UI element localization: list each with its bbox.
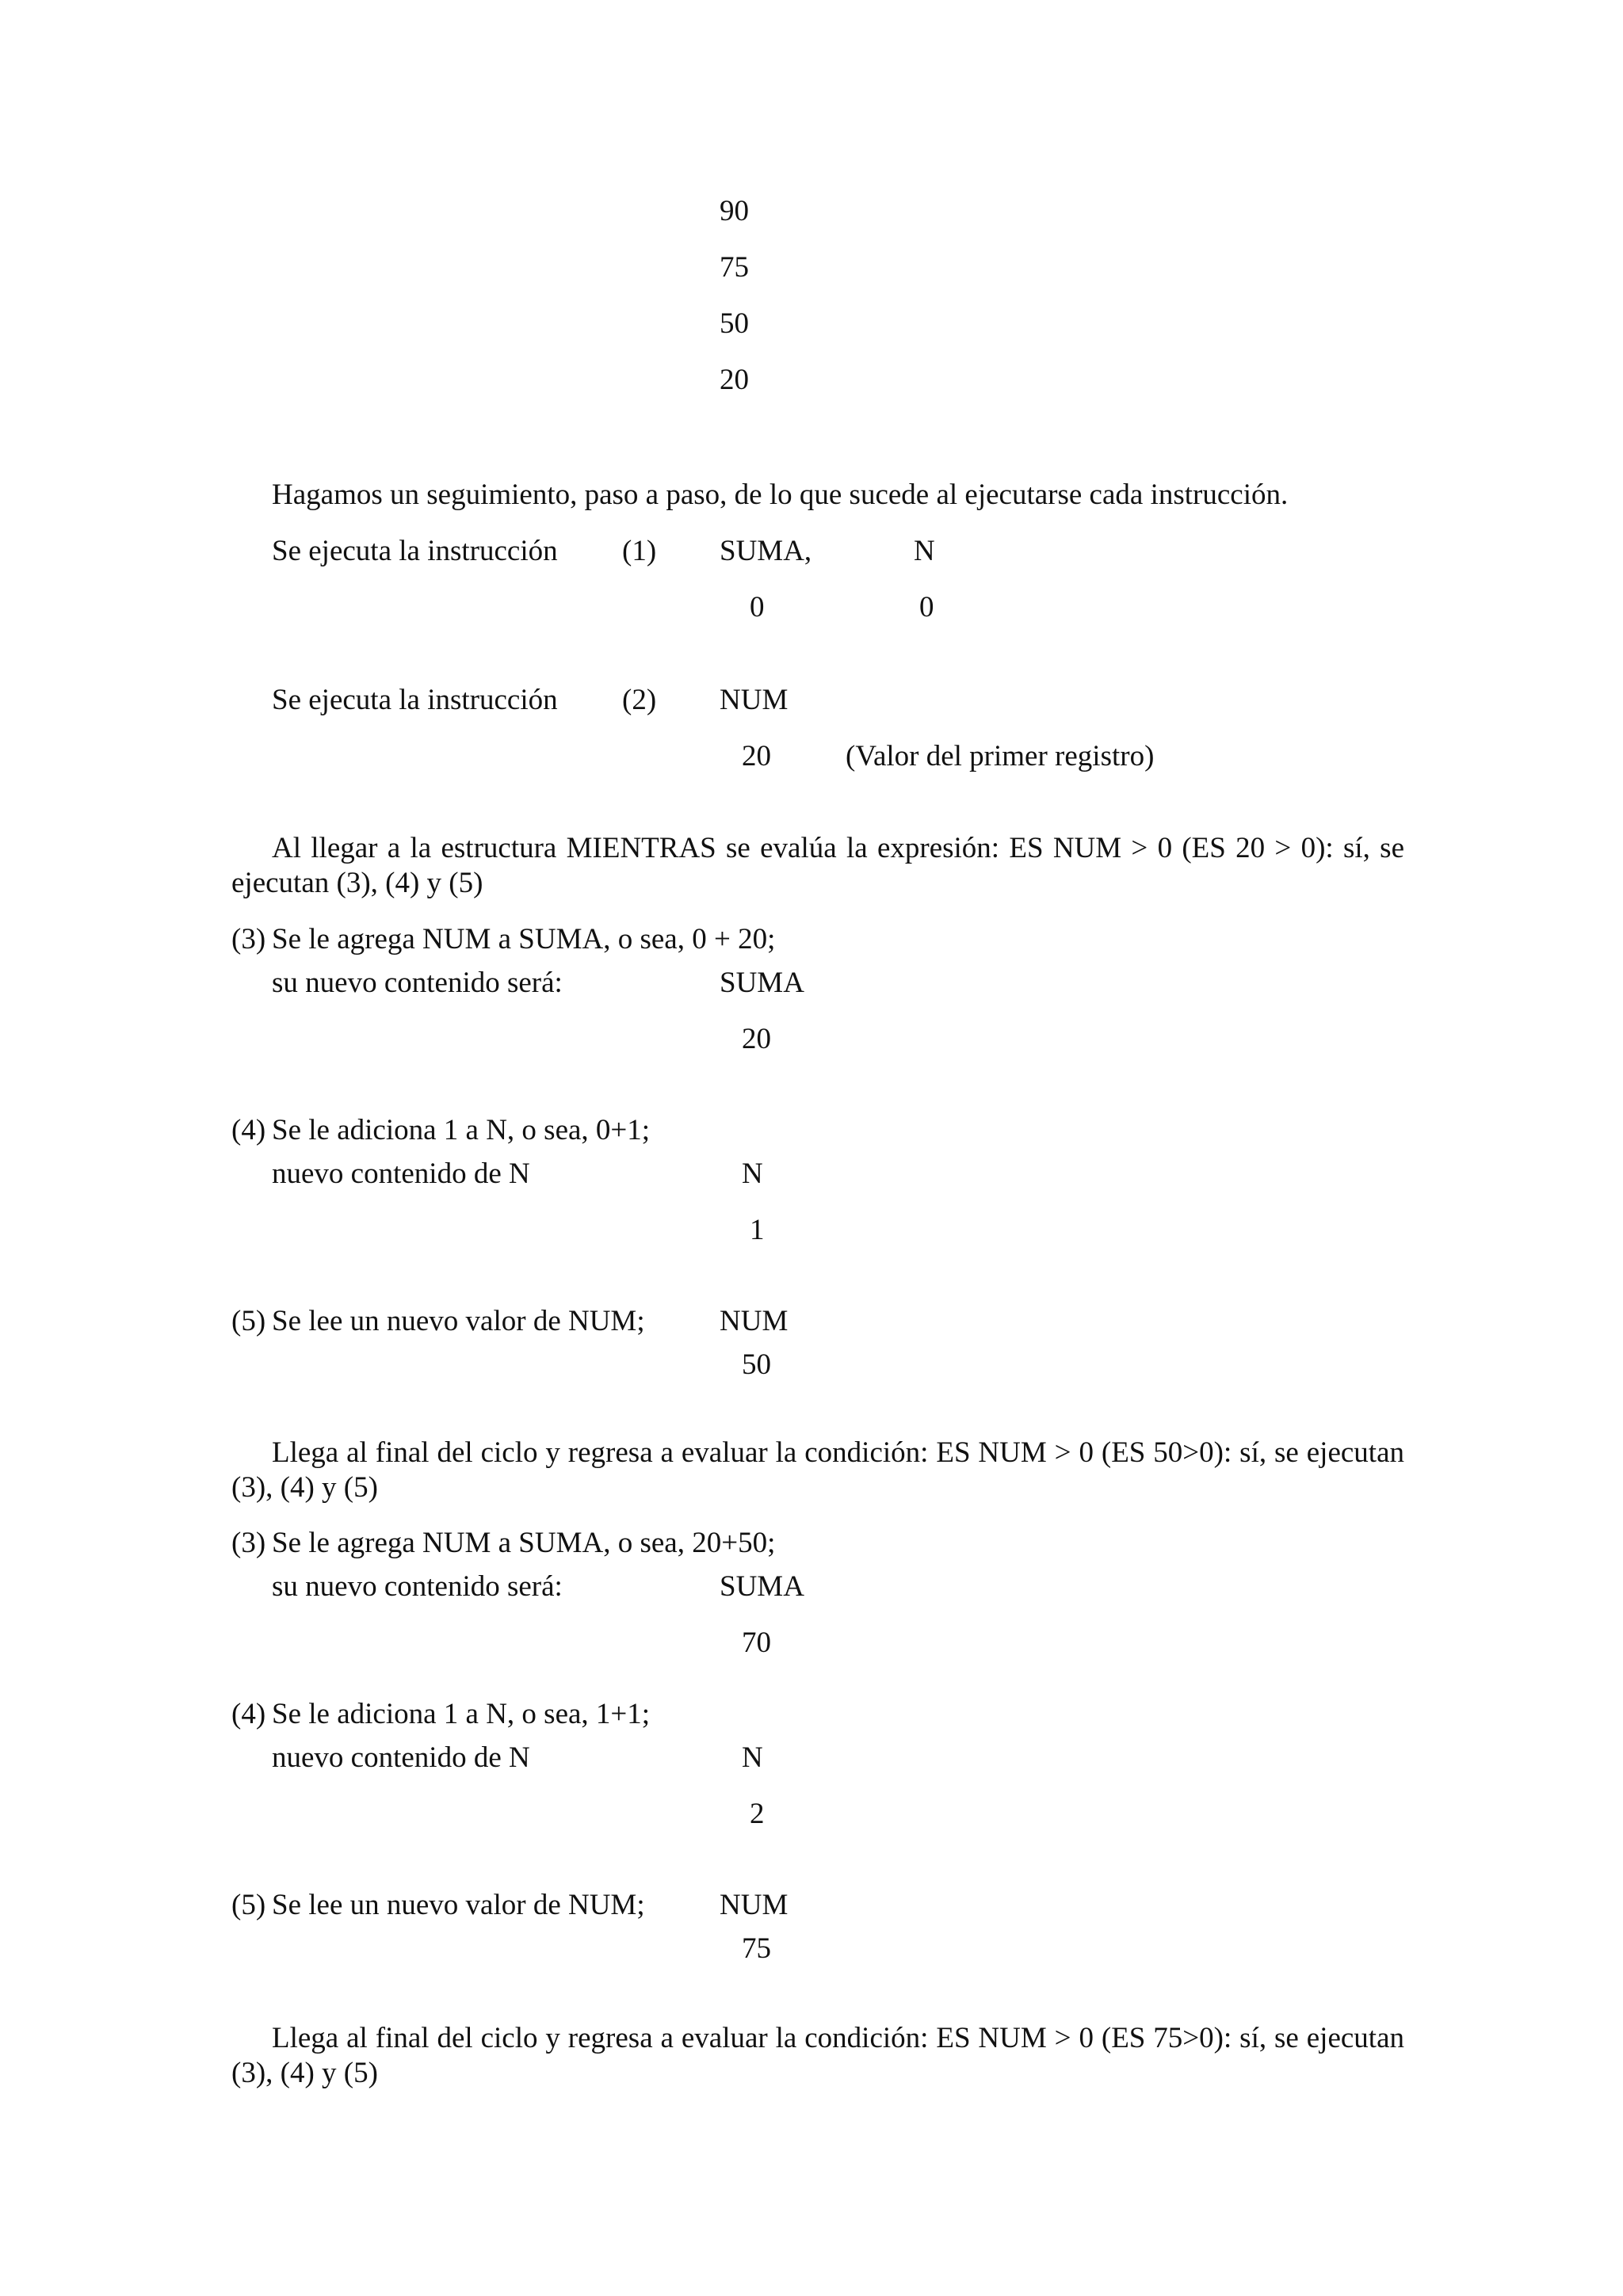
iter2-step4-var: N — [742, 1741, 763, 1774]
iter1-step4-text: Se le adiciona 1 a N, o sea, 0+1; — [272, 1114, 651, 1146]
iter1-step3-val: 20 — [742, 1023, 771, 1055]
iter1-step4-subtext: nuevo contenido de N — [272, 1158, 530, 1190]
header-value: 50 — [720, 307, 749, 340]
step2-val-num: 20 — [742, 740, 771, 772]
step2-number: (2) — [622, 684, 657, 716]
iter1-step3-number: (3) — [231, 923, 266, 955]
iter1-step5-number: (5) — [231, 1305, 266, 1337]
iter2-step4-text: Se le adiciona 1 a N, o sea, 1+1; — [272, 1698, 651, 1730]
step2-label: Se ejecuta la instrucción — [272, 684, 558, 716]
iter2-step4-val: 2 — [750, 1798, 765, 1830]
iter1-step4-val: 1 — [750, 1214, 765, 1246]
iter1-step3-var: SUMA — [720, 967, 804, 999]
step1-val-suma: 0 — [750, 591, 765, 624]
iter2-step3-val: 70 — [742, 1627, 771, 1659]
iter2-step5-number: (5) — [231, 1889, 266, 1921]
header-value: 20 — [720, 364, 749, 396]
iter1-step5-var: NUM — [720, 1305, 789, 1337]
mientras-paragraph — [231, 831, 1404, 901]
iter2-step5-val: 75 — [742, 1932, 771, 1965]
iter2-step4-number: (4) — [231, 1698, 266, 1730]
header-value: 75 — [720, 251, 749, 284]
loop-paragraph-2 — [231, 2021, 1404, 2091]
iter2-step3-subtext: su nuevo contenido será: — [272, 1570, 563, 1603]
iter2-step4-subtext: nuevo contenido de N — [272, 1741, 530, 1774]
mientras-text: Al llegar a la estructura MIENTRAS se evalúa la expresión: ES NUM > 0 (ES 20 > 0): sí, se ejecutan (3), (4) y (5) — [231, 832, 1404, 899]
iter1-step5-val: 50 — [742, 1348, 771, 1381]
iter2-step5-var: NUM — [720, 1889, 789, 1921]
loop-text-2: Llega al final del ciclo y regresa a evaluar la condición: ES NUM > 0 (ES 75>0): sí, se ejecutan (3), (4) y (5) — [231, 2022, 1404, 2089]
iter1-step4-number: (4) — [231, 1114, 266, 1146]
step2-note: (Valor del primer registro) — [846, 740, 1155, 772]
header-value: 90 — [720, 195, 749, 227]
iter2-step5-text: Se lee un nuevo valor de NUM; — [272, 1889, 645, 1921]
iter1-step5-text: Se lee un nuevo valor de NUM; — [272, 1305, 645, 1337]
intro-text: Hagamos un seguimiento, paso a paso, de lo que sucede al ejecutarse cada instrucción. — [272, 479, 1289, 511]
step1-var-suma: SUMA, — [720, 535, 812, 567]
loop-paragraph-1 — [231, 1436, 1404, 1505]
step1-val-n: 0 — [919, 591, 934, 624]
iter1-step3-subtext: su nuevo contenido será: — [272, 967, 563, 999]
step1-var-n: N — [914, 535, 935, 567]
iter2-step3-number: (3) — [231, 1527, 266, 1559]
iter2-step3-var: SUMA — [720, 1570, 804, 1603]
iter2-step3-text: Se le agrega NUM a SUMA, o sea, 20+50; — [272, 1527, 776, 1559]
loop-text-1: Llega al final del ciclo y regresa a evaluar la condición: ES NUM > 0 (ES 50>0): sí, se ejecutan (3), (4) y (5) — [231, 1436, 1404, 1504]
iter1-step3-text: Se le agrega NUM a SUMA, o sea, 0 + 20; — [272, 923, 776, 955]
step1-number: (1) — [622, 535, 657, 567]
step2-var-num: NUM — [720, 684, 789, 716]
iter1-step4-var: N — [742, 1158, 763, 1190]
step1-label: Se ejecuta la instrucción — [272, 535, 558, 567]
